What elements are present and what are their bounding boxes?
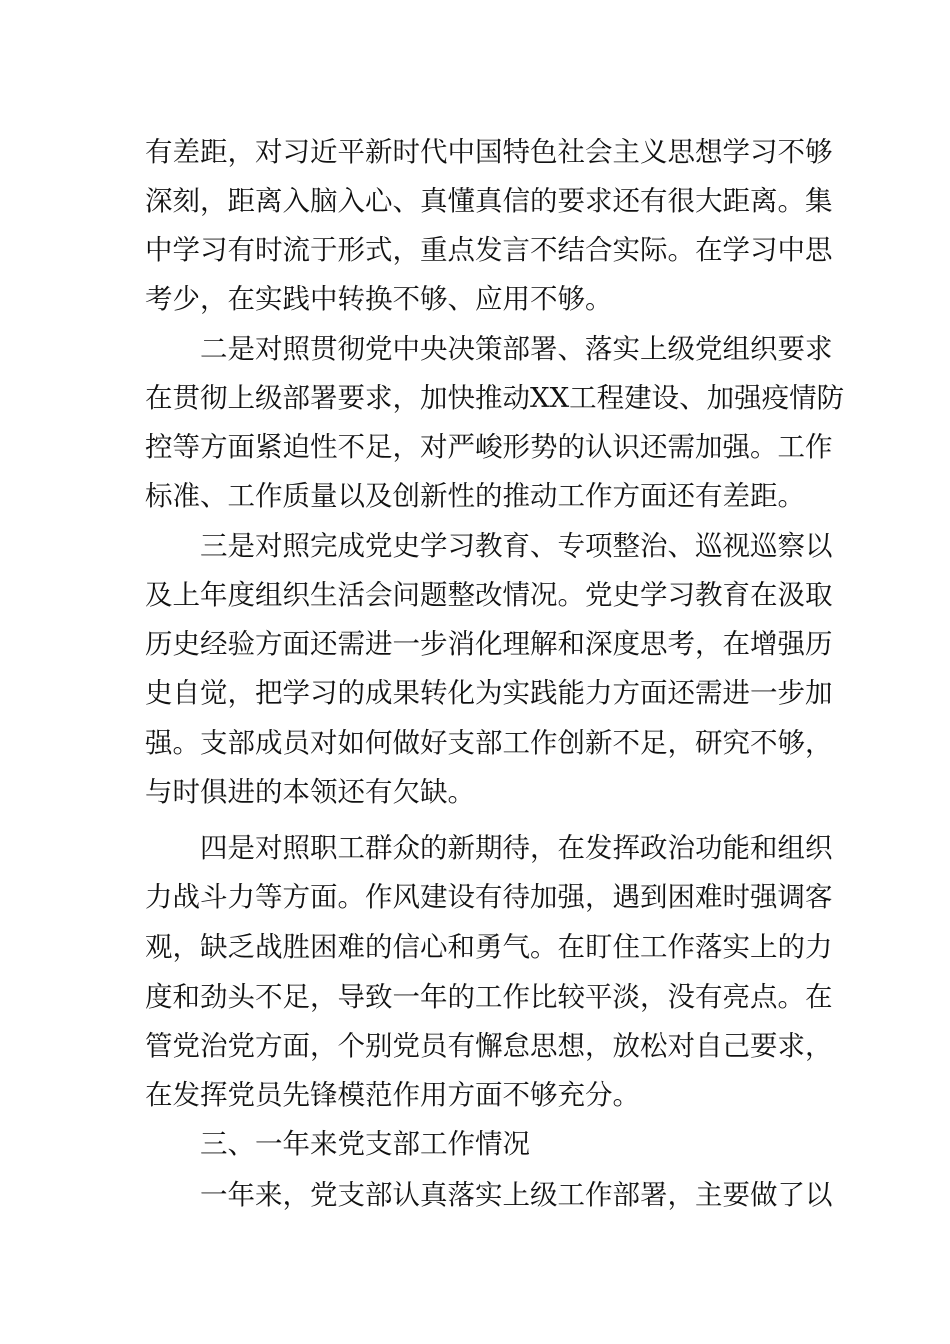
text-line: 标准、工作质量以及创新性的推动工作方面还有差距。 (145, 480, 805, 512)
text-line: 中学习有时流于形式，重点发言不结合实际。在学习中思 (145, 234, 833, 266)
paragraph-start-line: 二是对照贯彻党中央决策部署、落实上级党组织要求 (200, 333, 833, 365)
text-line: 控等方面紧迫性不足，对严峻形势的认识还需加强。工作 (145, 431, 833, 463)
text-line: 与时俱进的本领还有欠缺。 (145, 776, 475, 808)
text-line: 管党治党方面，个别党员有懈怠思想，放松对自己要求， (145, 1030, 833, 1062)
text-line: 深刻，距离入脑入心、真懂真信的要求还有很大距离。集 (145, 185, 833, 217)
paragraph-start-line: 一年来，党支部认真落实上级工作部署，主要做了以 (200, 1179, 833, 1211)
text-line: 史自觉，把学习的成果转化为实践能力方面还需进一步加 (145, 677, 833, 709)
text-line: 有差距，对习近平新时代中国特色社会主义思想学习不够 (145, 136, 833, 168)
text-line: 考少，在实践中转换不够、应用不够。 (145, 283, 613, 315)
text-line: 及上年度组织生活会问题整改情况。党史学习教育在汲取 (145, 579, 833, 611)
text-line: 观，缺乏战胜困难的信心和勇气。在盯住工作落实上的力 (145, 931, 833, 963)
paragraph-start-line: 三是对照完成党史学习教育、专项整治、巡视巡察以 (200, 530, 833, 562)
text-line: 历史经验方面还需进一步消化理解和深度思考，在增强历 (145, 628, 833, 660)
text-line: 力战斗力等方面。作风建设有待加强，遇到困难时强调客 (145, 881, 833, 913)
text-line: 强。支部成员对如何做好支部工作创新不足，研究不够， (145, 727, 833, 759)
section-heading: 三、一年来党支部工作情况 (200, 1128, 530, 1160)
paragraph-start-line: 四是对照职工群众的新期待，在发挥政治功能和组织 (200, 832, 833, 864)
text-line: 在贯彻上级部署要求，加快推动XX工程建设、加强疫情防 (145, 382, 845, 414)
text-line: 度和劲头不足，导致一年的工作比较平淡，没有亮点。在 (145, 981, 833, 1013)
text-line: 在发挥党员先锋模范作用方面不够充分。 (145, 1079, 640, 1111)
